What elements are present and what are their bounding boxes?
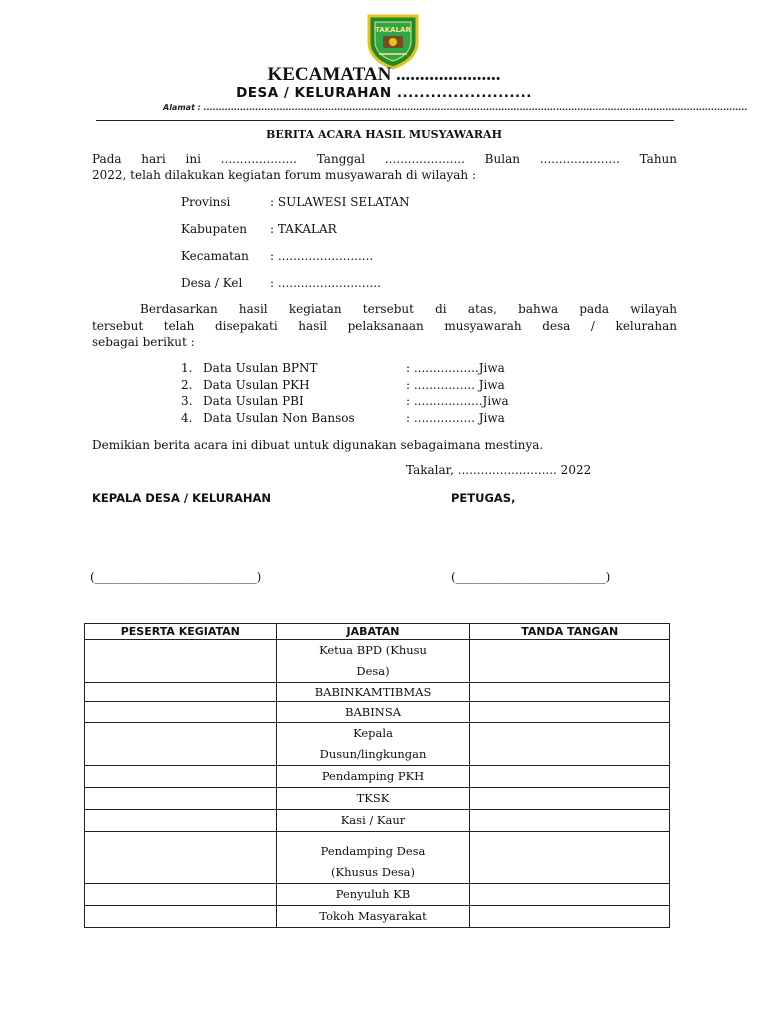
jabatan-cell: BABINSA xyxy=(276,702,470,723)
header-divider xyxy=(96,120,674,121)
table-row xyxy=(85,766,670,788)
signature-cell[interactable] xyxy=(470,683,670,702)
participants-table xyxy=(84,623,670,928)
jabatan-line: Ketua BPD (Khusu xyxy=(319,643,427,657)
location-label-provinsi: Provinsi xyxy=(181,195,231,209)
location-value-provinsi: : SULAWESI SELATAN xyxy=(270,195,410,209)
signature-cell[interactable] xyxy=(470,810,670,832)
location-value-kecamatan: : ......................... xyxy=(270,249,374,263)
item-number: 4. xyxy=(181,411,193,425)
participant-cell[interactable] xyxy=(85,884,277,906)
signature-line-petugas: (_________________________) xyxy=(451,570,611,584)
location-value-desa: : ........................... xyxy=(270,276,381,290)
signature-cell[interactable] xyxy=(470,702,670,723)
item-value-bpnt: : .................Jiwa xyxy=(406,361,505,375)
table-row xyxy=(85,906,670,928)
item-value-pbi: : ..................Jiwa xyxy=(406,394,509,408)
intro-line-2: 2022, telah dilakukan kegiatan forum musyawarah di wilayah : xyxy=(92,168,477,182)
intro-line-1: Pada hari ini .................... Tanggal ..................... Bulan ..................... Tahun xyxy=(92,152,677,166)
participant-cell[interactable] xyxy=(85,788,277,810)
item-label-bpnt: Data Usulan BPNT xyxy=(203,361,318,375)
address-line: Alamat : ................................................................................................................................................................................... xyxy=(163,103,748,112)
place-date: Takalar, .......................... 2022 xyxy=(406,463,592,477)
item-label-non-bansos: Data Usulan Non Bansos xyxy=(203,411,355,425)
jabatan-cell xyxy=(276,723,470,766)
jabatan-cell: Pendamping PKH xyxy=(276,766,470,788)
jabatan-line: Desa) xyxy=(356,664,390,678)
document-title: BERITA ACARA HASIL MUSYAWARAH xyxy=(266,128,502,141)
signature-title-petugas: PETUGAS, xyxy=(451,491,516,505)
participant-cell[interactable] xyxy=(85,640,277,683)
table-row xyxy=(85,810,670,832)
svg-text:TAKALAR: TAKALAR xyxy=(375,26,411,34)
jabatan-cell: Tokoh Masyarakat xyxy=(276,906,470,928)
signature-cell[interactable] xyxy=(470,884,670,906)
location-label-desa: Desa / Kel xyxy=(181,276,243,290)
table-row xyxy=(85,832,670,884)
location-label-kecamatan: Kecamatan xyxy=(181,249,249,263)
column-header-jabatan: JABATAN xyxy=(276,624,470,640)
signature-cell[interactable] xyxy=(470,640,670,683)
item-number: 1. xyxy=(181,361,193,375)
participant-cell[interactable] xyxy=(85,906,277,928)
signature-title-kepala-desa: KEPALA DESA / KELURAHAN xyxy=(92,491,271,505)
table-row xyxy=(85,723,670,766)
jabatan-cell: Penyuluh KB xyxy=(276,884,470,906)
signature-cell[interactable] xyxy=(470,766,670,788)
closing-statement: Demikian berita acara ini dibuat untuk digunakan sebagaimana mestinya. xyxy=(92,438,544,452)
participant-cell[interactable] xyxy=(85,723,277,766)
item-value-pkh: : ................ Jiwa xyxy=(406,378,505,392)
jabatan-line: Pendamping Desa xyxy=(320,844,426,858)
jabatan-cell xyxy=(276,640,470,683)
table-row xyxy=(85,884,670,906)
location-value-kabupaten: : TAKALAR xyxy=(270,222,337,236)
table-row xyxy=(85,702,670,723)
table-header-row xyxy=(85,624,670,640)
participant-cell[interactable] xyxy=(85,702,277,723)
column-header-tanda-tangan: TANDA TANGAN xyxy=(470,624,670,640)
column-header-peserta: PESERTA KEGIATAN xyxy=(85,624,277,640)
table-row xyxy=(85,788,670,810)
item-label-pbi: Data Usulan PBI xyxy=(203,394,304,408)
jabatan-line: Kepala xyxy=(353,726,393,740)
signature-cell[interactable] xyxy=(470,832,670,884)
signature-cell[interactable] xyxy=(470,788,670,810)
participant-cell[interactable] xyxy=(85,832,277,884)
table-row xyxy=(85,683,670,702)
jabatan-line: Dusun/lingkungan xyxy=(319,747,427,761)
item-value-non-bansos: : ................ Jiwa xyxy=(406,411,505,425)
item-number: 3. xyxy=(181,394,193,408)
item-number: 2. xyxy=(181,378,193,392)
participant-cell[interactable] xyxy=(85,766,277,788)
participant-cell[interactable] xyxy=(85,683,277,702)
kecamatan-heading: KECAMATAN ...................... xyxy=(267,64,501,85)
jabatan-cell: Kasi / Kaur xyxy=(276,810,470,832)
location-label-kabupaten: Kabupaten xyxy=(181,222,248,236)
table-row xyxy=(85,640,670,683)
item-label-pkh: Data Usulan PKH xyxy=(203,378,310,392)
agreement-line-1: Berdasarkan hasil kegiatan tersebut di atas, bahwa pada wilayah xyxy=(140,302,677,316)
signature-cell[interactable] xyxy=(470,723,670,766)
participant-cell[interactable] xyxy=(85,810,277,832)
agreement-line-2: tersebut telah disepakati hasil pelaksanaan musyawarah desa / kelurahan xyxy=(92,319,677,333)
signature-line-kepala-desa: (___________________________) xyxy=(90,570,262,584)
jabatan-line: (Khusus Desa) xyxy=(331,865,416,879)
desa-heading: DESA / KELURAHAN ........................ xyxy=(236,85,532,101)
jabatan-cell xyxy=(276,832,470,884)
signature-cell[interactable] xyxy=(470,906,670,928)
jabatan-cell: BABINKAMTIBMAS xyxy=(276,683,470,702)
jabatan-cell: TKSK xyxy=(276,788,470,810)
takalar-logo xyxy=(363,12,423,70)
agreement-line-3: sebagai berikut : xyxy=(92,335,195,349)
